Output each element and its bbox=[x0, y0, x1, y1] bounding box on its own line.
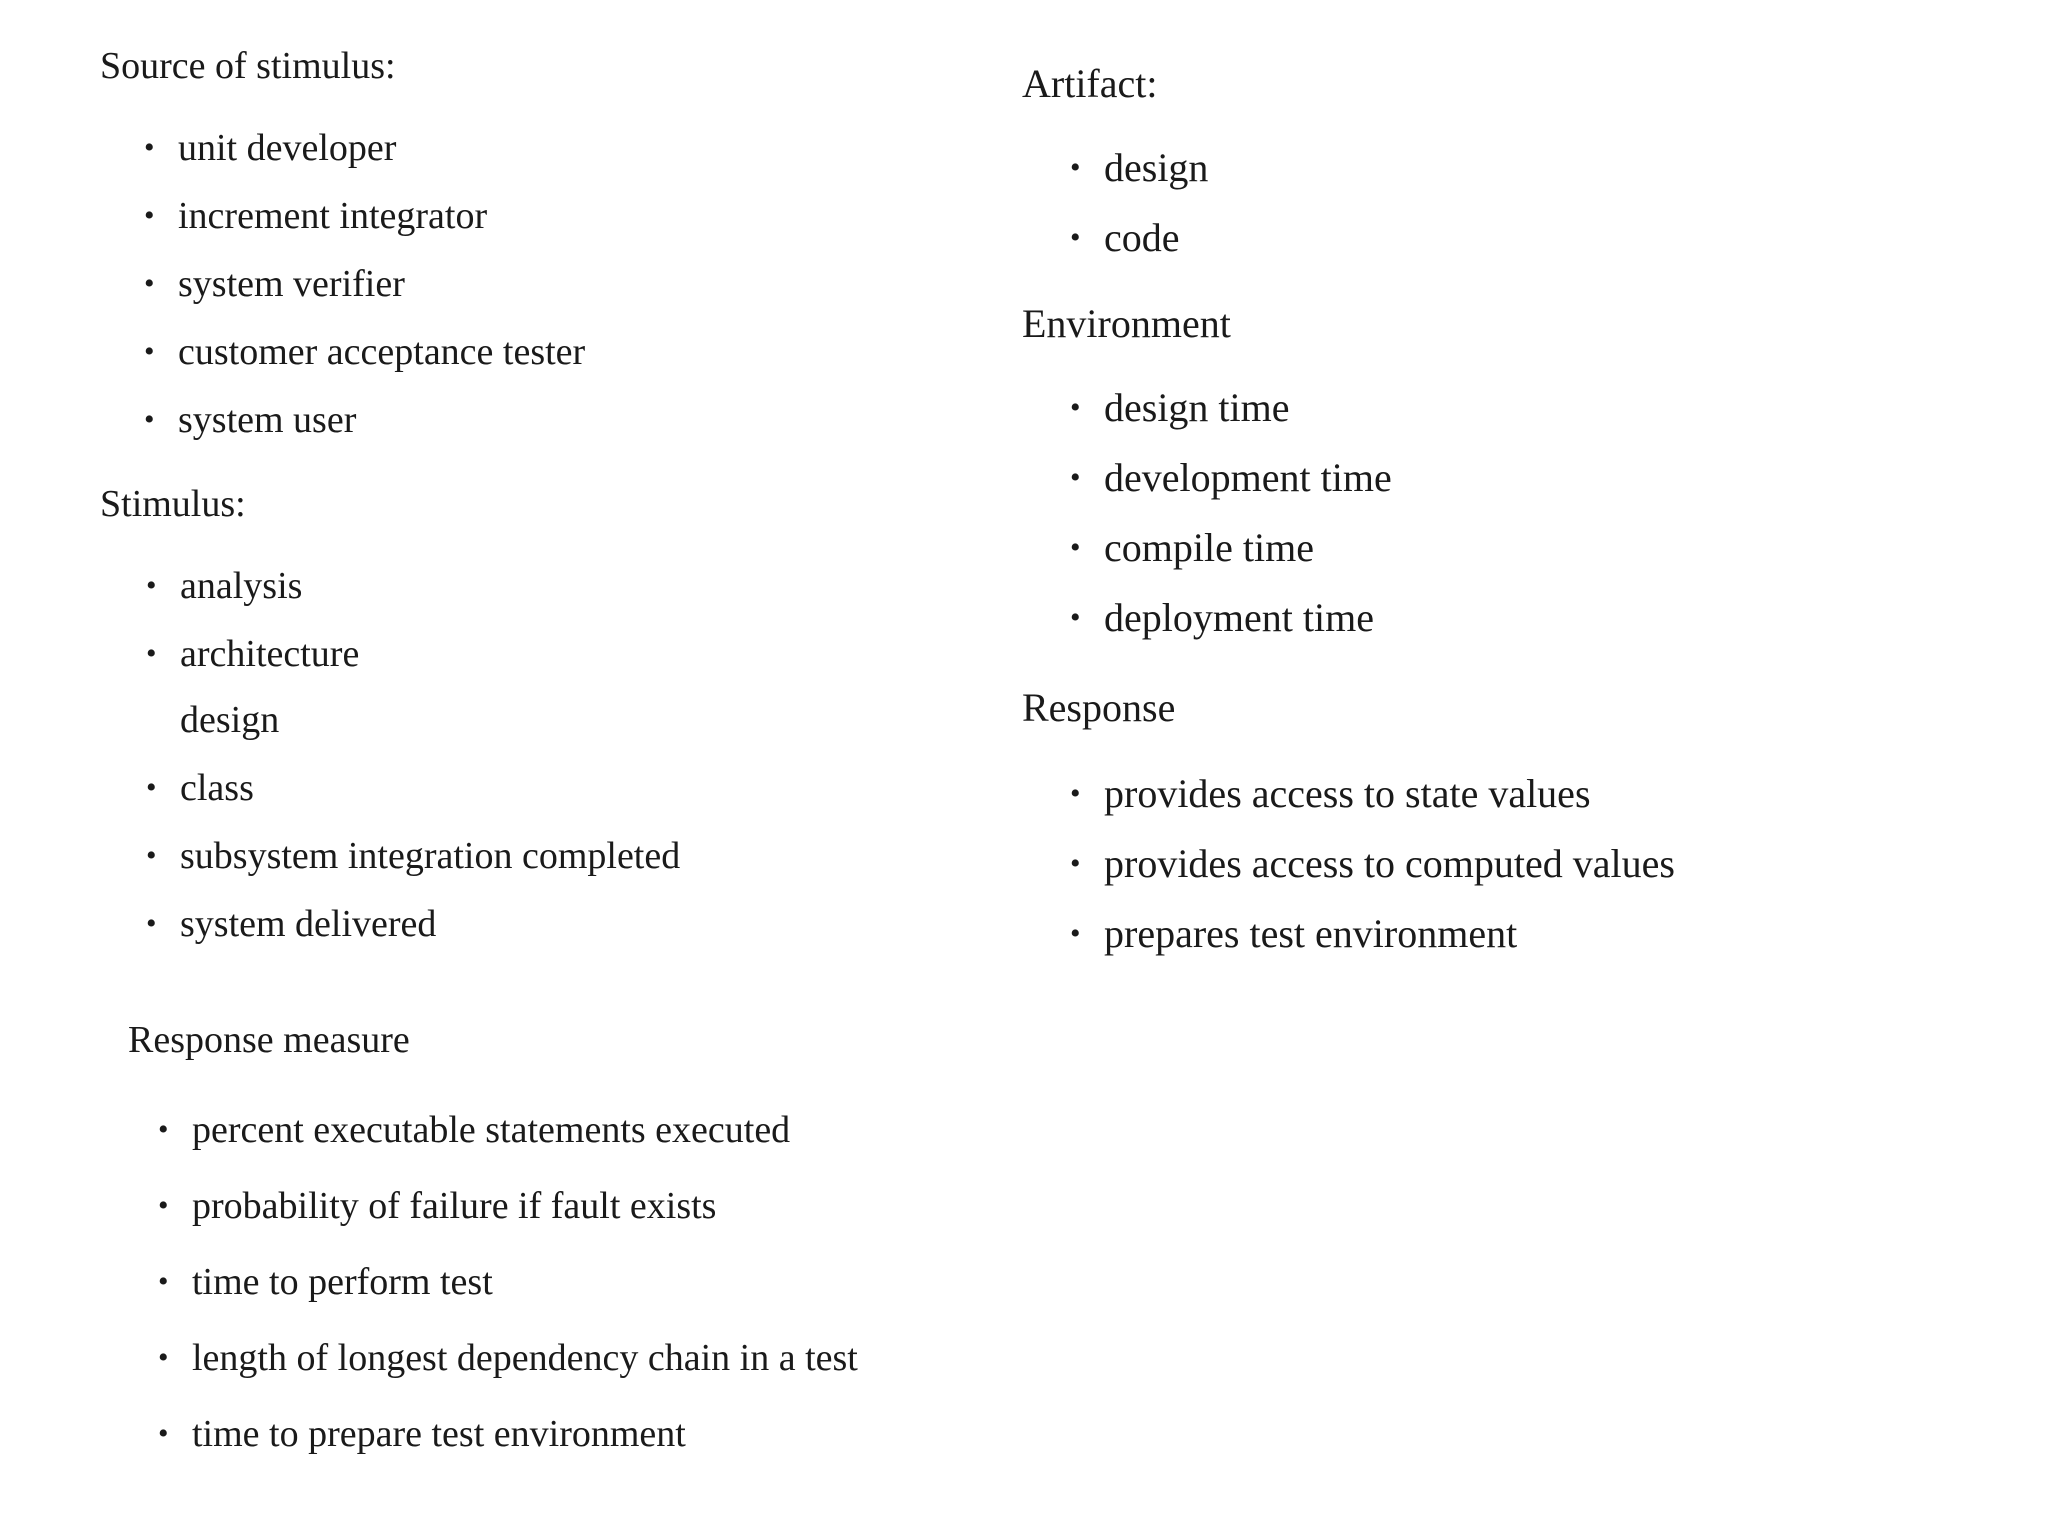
bullet-icon: • bbox=[1070, 531, 1081, 564]
list-item-text: system verifier bbox=[178, 263, 405, 305]
bullet-icon: • bbox=[1070, 847, 1081, 880]
list-item bbox=[146, 902, 680, 946]
list-item bbox=[1070, 455, 1392, 500]
list-item bbox=[1070, 595, 1392, 640]
list-item-text: design bbox=[180, 699, 280, 741]
list-item bbox=[1070, 145, 1209, 190]
stimulus-heading: Stimulus: bbox=[100, 483, 246, 525]
bullet-icon: • bbox=[158, 1417, 169, 1450]
stimulus-section bbox=[100, 482, 680, 970]
response-heading: Response bbox=[1022, 685, 1176, 730]
list-item-text: probability of failure if fault exists bbox=[192, 1185, 717, 1227]
source-of-stimulus-list bbox=[144, 126, 586, 442]
list-item bbox=[158, 1108, 858, 1152]
list-item-text: development time bbox=[1104, 455, 1392, 500]
bullet-icon: • bbox=[1070, 221, 1081, 254]
bullet-icon: • bbox=[146, 569, 157, 602]
response-measure-section bbox=[128, 1018, 858, 1488]
response-measure-heading: Response measure bbox=[128, 1019, 410, 1061]
list-item bbox=[144, 330, 586, 374]
list-item bbox=[146, 766, 680, 810]
source-of-stimulus-section bbox=[100, 44, 585, 466]
list-item-text: code bbox=[1104, 215, 1180, 260]
bullet-icon: • bbox=[158, 1189, 169, 1222]
list-item bbox=[146, 564, 680, 608]
artifact-list bbox=[1070, 145, 1209, 260]
bullet-icon: • bbox=[146, 907, 157, 940]
list-item-text: time to prepare test environment bbox=[192, 1413, 686, 1455]
bullet-icon: • bbox=[1070, 777, 1081, 810]
list-item-text: system delivered bbox=[180, 903, 437, 945]
list-item bbox=[1070, 215, 1208, 260]
list-item bbox=[144, 194, 585, 238]
list-item-text: design bbox=[1104, 145, 1209, 190]
bullet-icon: • bbox=[1070, 601, 1081, 634]
bullet-icon: • bbox=[144, 199, 155, 232]
environment-list bbox=[1070, 385, 1392, 640]
list-item bbox=[146, 834, 681, 878]
bullet-icon: • bbox=[1070, 391, 1081, 424]
list-item bbox=[144, 398, 585, 442]
list-item-text: customer acceptance tester bbox=[178, 331, 586, 373]
list-item bbox=[146, 632, 680, 676]
bullet-icon: • bbox=[146, 637, 157, 670]
bullet-icon: • bbox=[144, 403, 155, 436]
stimulus-list bbox=[146, 564, 681, 946]
list-item-text: compile time bbox=[1104, 525, 1314, 570]
environment-heading: Environment bbox=[1022, 301, 1231, 346]
list-item bbox=[158, 1260, 858, 1304]
list-item-text: system user bbox=[178, 399, 357, 441]
list-item-text: prepares test environment bbox=[1104, 911, 1518, 956]
list-item-continuation bbox=[180, 698, 680, 742]
list-item-text: analysis bbox=[180, 565, 303, 607]
list-item-text: subsystem integration completed bbox=[180, 835, 681, 877]
list-item bbox=[1070, 525, 1392, 570]
bullet-icon: • bbox=[144, 335, 155, 368]
artifact-heading: Artifact: bbox=[1022, 61, 1158, 106]
list-item bbox=[144, 126, 585, 170]
list-item-text: design time bbox=[1104, 385, 1290, 430]
list-item-text: deployment time bbox=[1104, 595, 1374, 640]
list-item-text: increment integrator bbox=[178, 195, 488, 237]
list-item bbox=[1070, 385, 1392, 430]
bullet-icon: • bbox=[158, 1341, 169, 1374]
list-item bbox=[158, 1336, 858, 1380]
list-item-text: architecture bbox=[180, 633, 360, 675]
artifact-section bbox=[1022, 62, 1208, 286]
list-item-text: time to perform test bbox=[192, 1261, 493, 1303]
response-section bbox=[1022, 686, 1675, 982]
bullet-icon: • bbox=[158, 1113, 169, 1146]
list-item-text: provides access to computed values bbox=[1104, 841, 1675, 886]
bullet-icon: • bbox=[146, 839, 157, 872]
list-item-text: unit developer bbox=[178, 127, 397, 169]
bullet-icon: • bbox=[158, 1265, 169, 1298]
bullet-icon: • bbox=[1070, 917, 1081, 950]
list-item bbox=[1070, 911, 1675, 956]
list-item bbox=[158, 1412, 858, 1456]
list-item-text: class bbox=[180, 767, 254, 809]
bullet-icon: • bbox=[144, 131, 155, 164]
response-measure-list bbox=[158, 1108, 858, 1456]
response-list bbox=[1070, 771, 1675, 956]
bullet-icon: • bbox=[144, 267, 155, 300]
bullet-icon: • bbox=[1070, 151, 1081, 184]
environment-section bbox=[1022, 302, 1392, 666]
list-item bbox=[158, 1184, 858, 1228]
bullet-icon: • bbox=[146, 771, 157, 804]
list-item bbox=[1070, 841, 1675, 886]
list-item bbox=[144, 262, 585, 306]
list-item-text: length of longest dependency chain in a test bbox=[192, 1337, 858, 1379]
list-item-text: provides access to state values bbox=[1104, 771, 1591, 816]
source-of-stimulus-heading: Source of stimulus: bbox=[100, 45, 396, 87]
list-item bbox=[1070, 771, 1675, 816]
list-item-text: percent executable statements executed bbox=[192, 1109, 791, 1151]
bullet-icon: • bbox=[1070, 461, 1081, 494]
